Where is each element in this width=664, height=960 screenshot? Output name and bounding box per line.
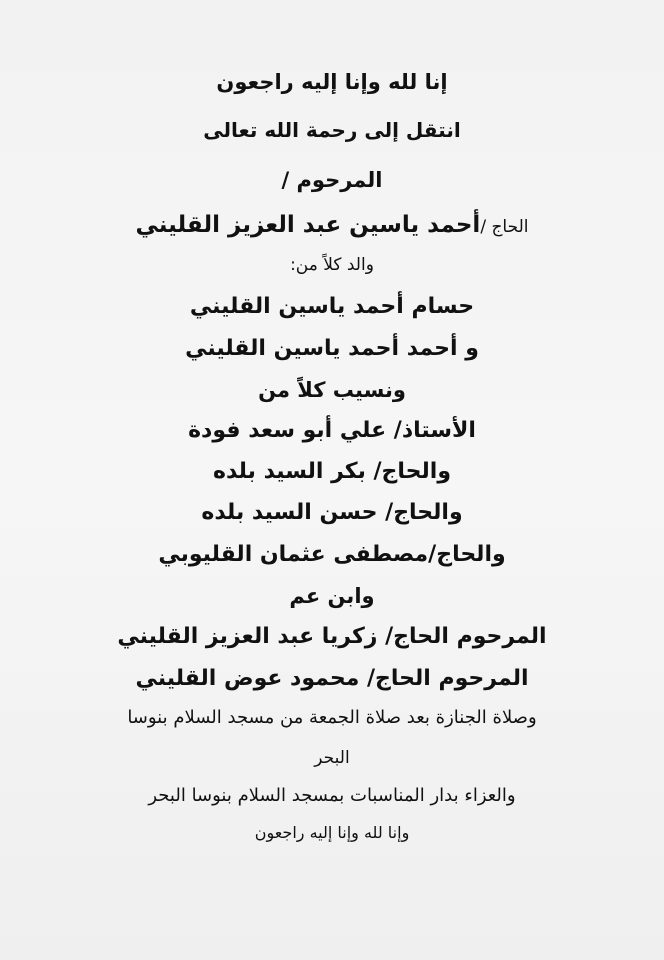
- cousin-name-2: المرحوم الحاج/ محمود عوض القليني: [135, 666, 529, 691]
- deceased-name: أحمد ياسين عبد العزيز القليني: [135, 212, 481, 238]
- father-of-label: والد كلاً من:: [290, 255, 374, 275]
- funeral-prayer-info: وصلاة الجنازة بعد صلاة الجمعة من مسجد السلام بنوسا: [127, 707, 537, 728]
- cousin-name-1: المرحوم الحاج/ زكريا عبد العزيز القليني: [117, 624, 547, 649]
- closing-verse: وإنا لله وإنا إليه راجعون: [254, 823, 410, 842]
- in-law-name-4: والحاج/مصطفى عثمان القليوبي: [158, 542, 506, 567]
- condolence-info: والعزاء بدار المناسبات بمسجد السلام بنوسا البحر: [148, 785, 516, 806]
- son-name-2: و أحمد أحمد ياسين القليني: [185, 336, 479, 361]
- announcement-line: انتقل إلى رحمة الله تعالى: [203, 118, 461, 142]
- in-law-label: ونسيب كلاً من: [258, 378, 406, 402]
- in-law-name-3: والحاج/ حسن السيد بلده: [201, 500, 463, 525]
- deceased-label: المرحوم /: [281, 168, 383, 192]
- son-name-1: حسام أحمد ياسين القليني: [189, 294, 475, 319]
- in-law-name-2: والحاج/ بكر السيد بلده: [212, 459, 451, 484]
- cousin-label: وابن عم: [289, 584, 375, 608]
- funeral-prayer-info-cont: البحر: [314, 748, 350, 768]
- deceased-name-line: [0, 214, 664, 237]
- opening-verse: إنا لله وإنا إليه راجعون: [216, 70, 448, 94]
- deceased-title: الحاج /: [480, 217, 529, 237]
- in-law-name-1: الأستاذ/ علي أبو سعد فودة: [188, 418, 476, 443]
